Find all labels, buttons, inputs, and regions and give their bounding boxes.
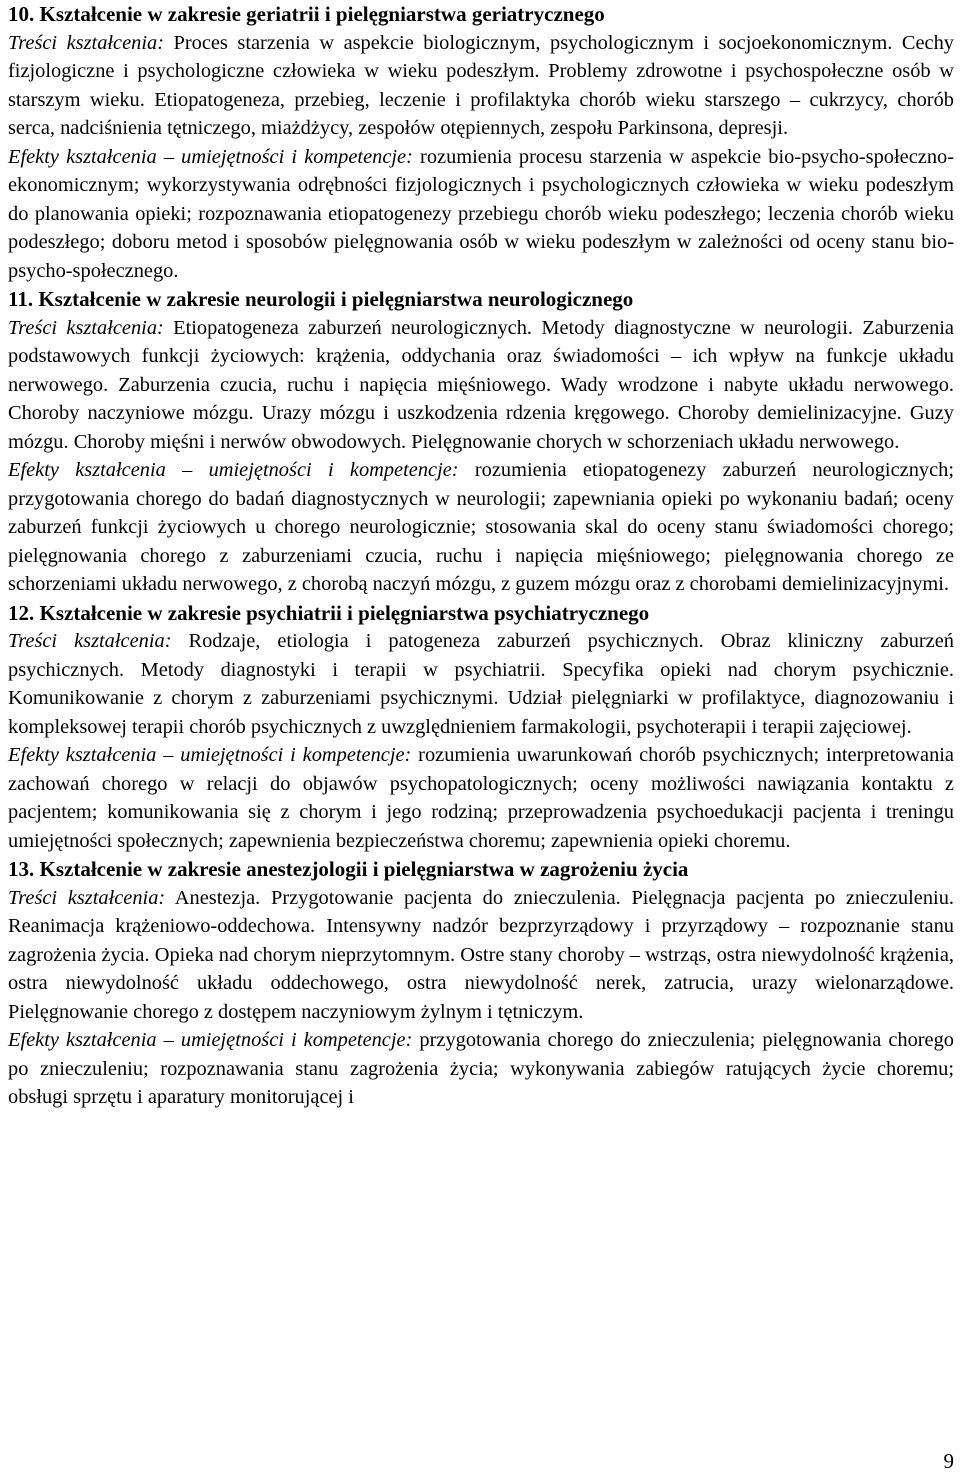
learning-effects-label: Efekty kształcenia – umiejętności i kompetencje: bbox=[8, 145, 413, 168]
curriculum-content-text: Rodzaje, etiologia i patogeneza zaburzeń psychicznych. Obraz kliniczny zaburzeń psychicznych. Metody diagnostyki i terapii w psychiatrii. Specyfika opieki nad chorym psychicznie. Komunikowanie z chorym z zaburzeniami psychicznymi. Udział pielęgniarki w profilaktyce, diagnozowaniu i kompleksowej terapii chorób psychicznych z uwzględnieniem farmakologii, psychoterapii i terapii zajęciowej. bbox=[8, 630, 954, 738]
curriculum-content-label: Treści kształcenia: bbox=[8, 630, 172, 652]
learning-effects-label: Efekty kształcenia – umiejętności i kompetencje: bbox=[8, 459, 459, 481]
curriculum-content-text: Proces starzenia w aspekcie biologicznym, psychologicznym i socjoekonomicznym. Cechy fizjologiczne i psychologiczne człowieka w wieku podeszłym. Problemy zdrowotne i psychospołeczne osób w starszym wieku. Etiopatogeneza, przebieg, leczenie i profilaktyka chorób wieku starszego – cukrzycy, chorób serca, nadciśnienia tętniczego, miażdżycy, zespołów otępiennych, zespołu Parkinsona, depresji. bbox=[8, 31, 954, 139]
curriculum-content-paragraph bbox=[8, 29, 954, 143]
learning-effects-paragraph bbox=[8, 1026, 954, 1112]
section-geriatrics bbox=[8, 0, 954, 285]
curriculum-content-text: Etiopatogeneza zaburzeń neurologicznych. Metody diagnostyczne w neurologii. Zaburzenia podstawowych funkcji życiowych: krążenia, oddychania oraz świadomości – ich wpływ na funkcje układu nerwowego. Zaburzenia czucia, ruchu i napięcia mięśniowego. Wady wrodzone i nabyte układu nerwowego. Choroby naczyniowe mózgu. Urazy mózgu i uszkodzenia rdzenia kręgowego. Choroby demielinizacyjne. Guzy mózgu. Choroby mięśni i nerwów obwodowych. Pielęgnowanie chorych w schorzeniach układu nerwowego. bbox=[8, 316, 954, 453]
document-page bbox=[8, 0, 954, 1112]
section-heading: 12. Kształcenie w zakresie psychiatrii i pielęgniarstwa psychiatrycznego bbox=[8, 600, 650, 625]
learning-effects-paragraph bbox=[8, 456, 954, 599]
learning-effects-paragraph bbox=[8, 143, 954, 286]
curriculum-content-paragraph bbox=[8, 314, 954, 457]
curriculum-content-label: Treści kształcenia: bbox=[8, 31, 164, 54]
learning-effects-text: rozumienia etiopatogenezy zaburzeń neurologicznych; przygotowania chorego do badań diagnostycznych w neurologii; zapewniania opieki po wykonaniu badań; oceny zaburzeń funkcji życiowych u chorego neurologicznie; stosowania skal do oceny stanu świadomości chorego; pielęgnowania chorego z zaburzeniami czucia, ruchu i napięcia mięśniowego; pielęgnowania chorego ze schorzeniami układu nerwowego, z chorobą naczyń mózgu, z guzem mózgu oraz z chorobami demielinizacyjnymi. bbox=[8, 459, 954, 595]
learning-effects-label: Efekty kształcenia – umiejętności i kompetencje: bbox=[8, 744, 412, 766]
learning-effects-paragraph bbox=[8, 741, 954, 855]
learning-effects-text: rozumienia uwarunkowań chorób psychicznych; interpretowania zachowań chorego w relacji do objawów psychopatologicznych; oceny możliwości nawiązania kontaktu z pacjentem; komunikowania się z chorym i jego rodziną; przeprowadzenia psychoedukacji pacjenta i treningu umiejętności społecznych; zapewnienia bezpieczeństwa choremu; zapewnienia opieki choremu. bbox=[8, 744, 954, 852]
curriculum-content-label: Treści kształcenia: bbox=[8, 886, 166, 909]
page-number: 9 bbox=[943, 1449, 954, 1473]
learning-effects-text: przygotowania chorego do znieczulenia; pielęgnowania chorego po znieczuleniu; rozpoznawania stanu zagrożenia życia; wykonywania zabiegów ratujących życie choremu; obsługi sprzętu i aparatury monitorującej i bbox=[8, 1029, 954, 1108]
section-psychiatry bbox=[8, 599, 954, 856]
learning-effects-text: rozumienia procesu starzenia w aspekcie bio-psycho-społeczno-ekonomicznym; wykorzystywania odrębności fizjologicznych i psychologicznych człowieka w wieku podeszłym do planowania opieki; rozpoznawania etiopatogenezy przebiegu chorób wieku podeszłego; leczenia chorób wieku podeszłego; doboru metod i sposobów pielęgnowania osób w wieku podeszłym w zależności od oceny stanu bio-psycho-społecznego. bbox=[8, 145, 955, 282]
section-neurology bbox=[8, 285, 954, 599]
curriculum-content-paragraph bbox=[8, 627, 954, 741]
curriculum-content-text: Anestezja. Przygotowanie pacjenta do znieczulenia. Pielęgnacja pacjenta po znieczuleniu. Reanimacja krążeniowo-oddechowa. Intensywny nadzór bezprzyrządowy i przyrządowy – rozpoznanie stanu zagrożenia życia. Opieka nad chorym nieprzytomnym. Ostre stany choroby – wstrząs, ostra niewydolność krążenia, ostra niewydolność układu oddechowego, ostra niewydolność nerek, zatrucia, urazy wielonarządowe. Pielęgnowanie chorego z dostępem naczyniowym żylnym i tętniczym. bbox=[8, 886, 954, 1023]
section-anesthesiology bbox=[8, 855, 954, 1112]
section-heading: 13. Kształcenie w zakresie anestezjologii i pielęgniarstwa w zagrożeniu życia bbox=[8, 857, 689, 881]
curriculum-content-label: Treści kształcenia: bbox=[8, 316, 164, 339]
learning-effects-label: Efekty kształcenia – umiejętności i kompetencje: bbox=[8, 1029, 413, 1051]
section-heading: 11. Kształcenie w zakresie neurologii i pielęgniarstwa neurologicznego bbox=[8, 287, 634, 311]
section-heading: 10. Kształcenie w zakresie geriatrii i pielęgniarstwa geriatrycznego bbox=[8, 2, 605, 26]
curriculum-content-paragraph bbox=[8, 884, 954, 1027]
